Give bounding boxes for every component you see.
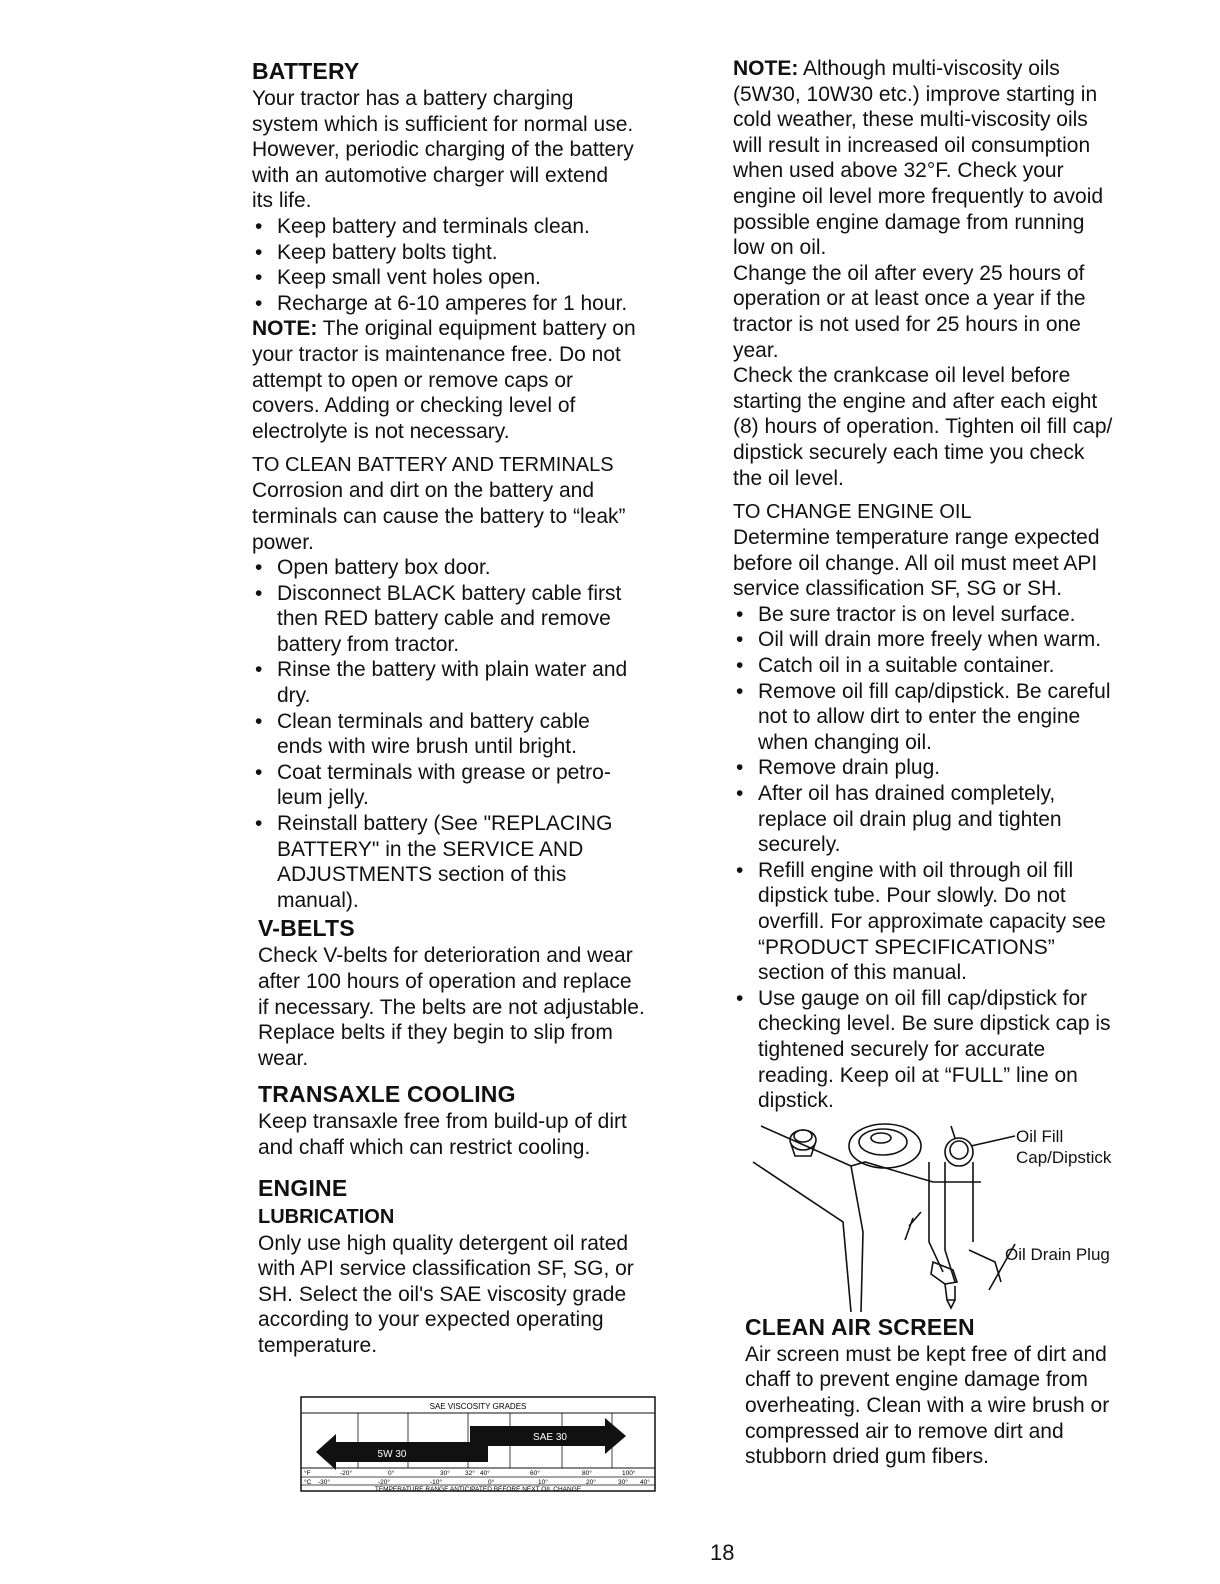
- list-item: • Disconnect BLACK battery cable first then RED battery cable and remove battery from tractor.: [252, 581, 702, 658]
- transaxle-text: Keep transaxle free from build-up of dirt and chaff which can restrict cooling.: [258, 1110, 627, 1159]
- battery-care-list: [252, 214, 702, 316]
- list-item: • Catch oil in a suitable container.: [733, 653, 1173, 679]
- list-item: • Remove drain plug.: [733, 755, 1173, 781]
- lubrication-text: Only use high quality detergent oil rated with API service classification SF, SG, or SH. Select the oil's SAE viscosity grade according to your expected operating temperature.: [258, 1231, 634, 1357]
- list-item: • Use gauge on oil fill cap/dipstick for checking level. Be sure dipstick cap is tightened securely for accurate reading. Keep oil at “FULL” line on dipstick.: [733, 986, 1173, 1114]
- battery-intro: Your tractor has a battery charging system which is sufficient for normal use. However, periodic charging of the battery with an automotive charger will extend its life.: [252, 87, 634, 213]
- change-oil-intro: Determine temperature range expected before oil change. All oil must meet API service classification SF, SG or SH.: [733, 526, 1100, 601]
- list-item: • After oil has drained completely, replace oil drain plug and tighten securely.: [733, 781, 1173, 858]
- list-item: • Rinse the battery with plain water and dry.: [252, 657, 702, 708]
- clean-battery-intro: Corrosion and dirt on the battery and terminals can cause the battery to “leak” power.: [252, 479, 626, 554]
- page-number: 18: [710, 1540, 735, 1565]
- air-screen-section: [733, 1312, 1173, 1470]
- c-tick: 30°: [618, 1479, 628, 1486]
- c-tick: -10°: [430, 1479, 442, 1486]
- c-label: °C: [304, 1479, 312, 1486]
- oil-check-paragraph: Check the crankcase oil level before starting the engine and after each eight (8) hours of operation. Tighten oil fill cap/ dipstick securely each time you check the oil level.: [733, 364, 1113, 490]
- clean-battery-heading: TO CLEAN BATTERY AND TERMINALS: [252, 454, 614, 477]
- f-tick: 0°: [388, 1470, 395, 1477]
- clean-battery-steps: [252, 555, 702, 913]
- f-tick: 60°: [530, 1470, 540, 1477]
- oil-change-interval: Change the oil after every 25 hours of operation or at least once a year if the tractor is not used for 25 hours in one year.: [733, 261, 1086, 362]
- right-column: [733, 56, 1173, 1470]
- oil-drain-label: Oil Drain Plug: [1005, 1244, 1110, 1264]
- battery-note: NOTE: The original equipment battery on your tractor is maintenance free. Do not attempt to open or remove caps or covers. Adding or checking level of electrolyte is not necessary.: [252, 317, 636, 443]
- list-item: • Open battery box door.: [252, 555, 702, 581]
- lubrication-heading: LUBRICATION: [258, 1205, 395, 1228]
- oil-fill-diagram: [733, 1122, 1153, 1312]
- list-item: • Reinstall battery (See "REPLACING BATTERY" in the SERVICE AND ADJUSTMENTS section of this manual).: [252, 811, 702, 913]
- c-tick: 10°: [538, 1479, 548, 1486]
- left-column: [252, 56, 702, 1359]
- f-tick: 40°: [480, 1470, 490, 1477]
- vbelts-heading: V-BELTS: [258, 915, 355, 942]
- list-item: • Keep battery bolts tight.: [252, 240, 702, 266]
- change-oil-steps: [733, 602, 1173, 1114]
- f-tick: 32°: [465, 1470, 475, 1477]
- note-label: NOTE:: [252, 317, 318, 341]
- c-tick: 40°: [640, 1479, 650, 1486]
- oil-fill-label: Oil Fill Cap/Dipstick: [1016, 1126, 1112, 1167]
- c-tick: 0°: [488, 1479, 495, 1486]
- 5w30-label: 5W 30: [377, 1449, 407, 1460]
- transaxle-heading: TRANSAXLE COOLING: [258, 1081, 516, 1108]
- sae-viscosity-chart: [300, 1396, 656, 1492]
- list-item: • Clean terminals and battery cable ends with wire brush until bright.: [252, 709, 702, 760]
- sae-chart-graphic: [300, 1396, 656, 1492]
- sae30-label: SAE 30: [533, 1432, 567, 1443]
- f-tick: 80°: [582, 1470, 592, 1477]
- oil-note: NOTE: Although multi-viscosity oils (5W30, 10W30 etc.) improve starting in cold weather, these multi-viscosity oils will result in increased oil consumption when used above 32°F. Check your engine oil level more frequently to avoid possible engine damage from running low on oil.: [733, 57, 1104, 260]
- f-label: °F: [304, 1470, 311, 1477]
- air-screen-text: Air screen must be kept free of dirt and chaff to prevent engine damage from overheating. Clean with a wire brush or compressed air to remove dirt and stubborn dried gum fibers.: [745, 1342, 1110, 1469]
- vbelts-text: Check V-belts for deterioration and wear after 100 hours of operation and replace if necessary. The belts are not adjustable. Replace belts if they begin to slip from wear.: [258, 944, 645, 1070]
- list-item: • Keep small vent holes open.: [252, 265, 702, 291]
- list-item: • Oil will drain more freely when warm.: [733, 627, 1173, 653]
- list-item: • Be sure tractor is on level surface.: [733, 602, 1173, 628]
- list-item: • Keep battery and terminals clean.: [252, 214, 702, 240]
- sae-chart-footer: TEMPERATURE RANGE ANTICIPATED BEFORE NEXT OIL CHANGE: [374, 1486, 582, 1492]
- list-item: • Recharge at 6-10 amperes for 1 hour.: [252, 291, 702, 317]
- sae-chart-title: SAE VISCOSITY GRADES: [429, 1402, 527, 1411]
- air-screen-heading: CLEAN AIR SCREEN: [745, 1313, 975, 1340]
- list-item: • Remove oil fill cap/dipstick. Be careful not to allow dirt to enter the engine when changing oil.: [733, 679, 1173, 756]
- f-tick: -20°: [340, 1470, 352, 1477]
- f-tick: 30°: [440, 1470, 450, 1477]
- c-tick: -30°: [318, 1479, 330, 1486]
- list-item: • Refill engine with oil through oil fill dipstick tube. Pour slowly. Do not overfill. For approximate capacity see “PRODUCT SPECIFICATIONS” section of this manual.: [733, 858, 1173, 986]
- c-tick: -20°: [378, 1479, 390, 1486]
- battery-heading: BATTERY: [252, 58, 360, 84]
- change-oil-heading: TO CHANGE ENGINE OIL: [733, 501, 972, 524]
- list-item: • Coat terminals with grease or petro- leum jelly.: [252, 760, 702, 811]
- c-tick: 20°: [586, 1479, 596, 1486]
- f-tick: 100°: [622, 1470, 636, 1477]
- note-label: NOTE:: [733, 57, 799, 80]
- engine-heading: ENGINE: [258, 1174, 348, 1201]
